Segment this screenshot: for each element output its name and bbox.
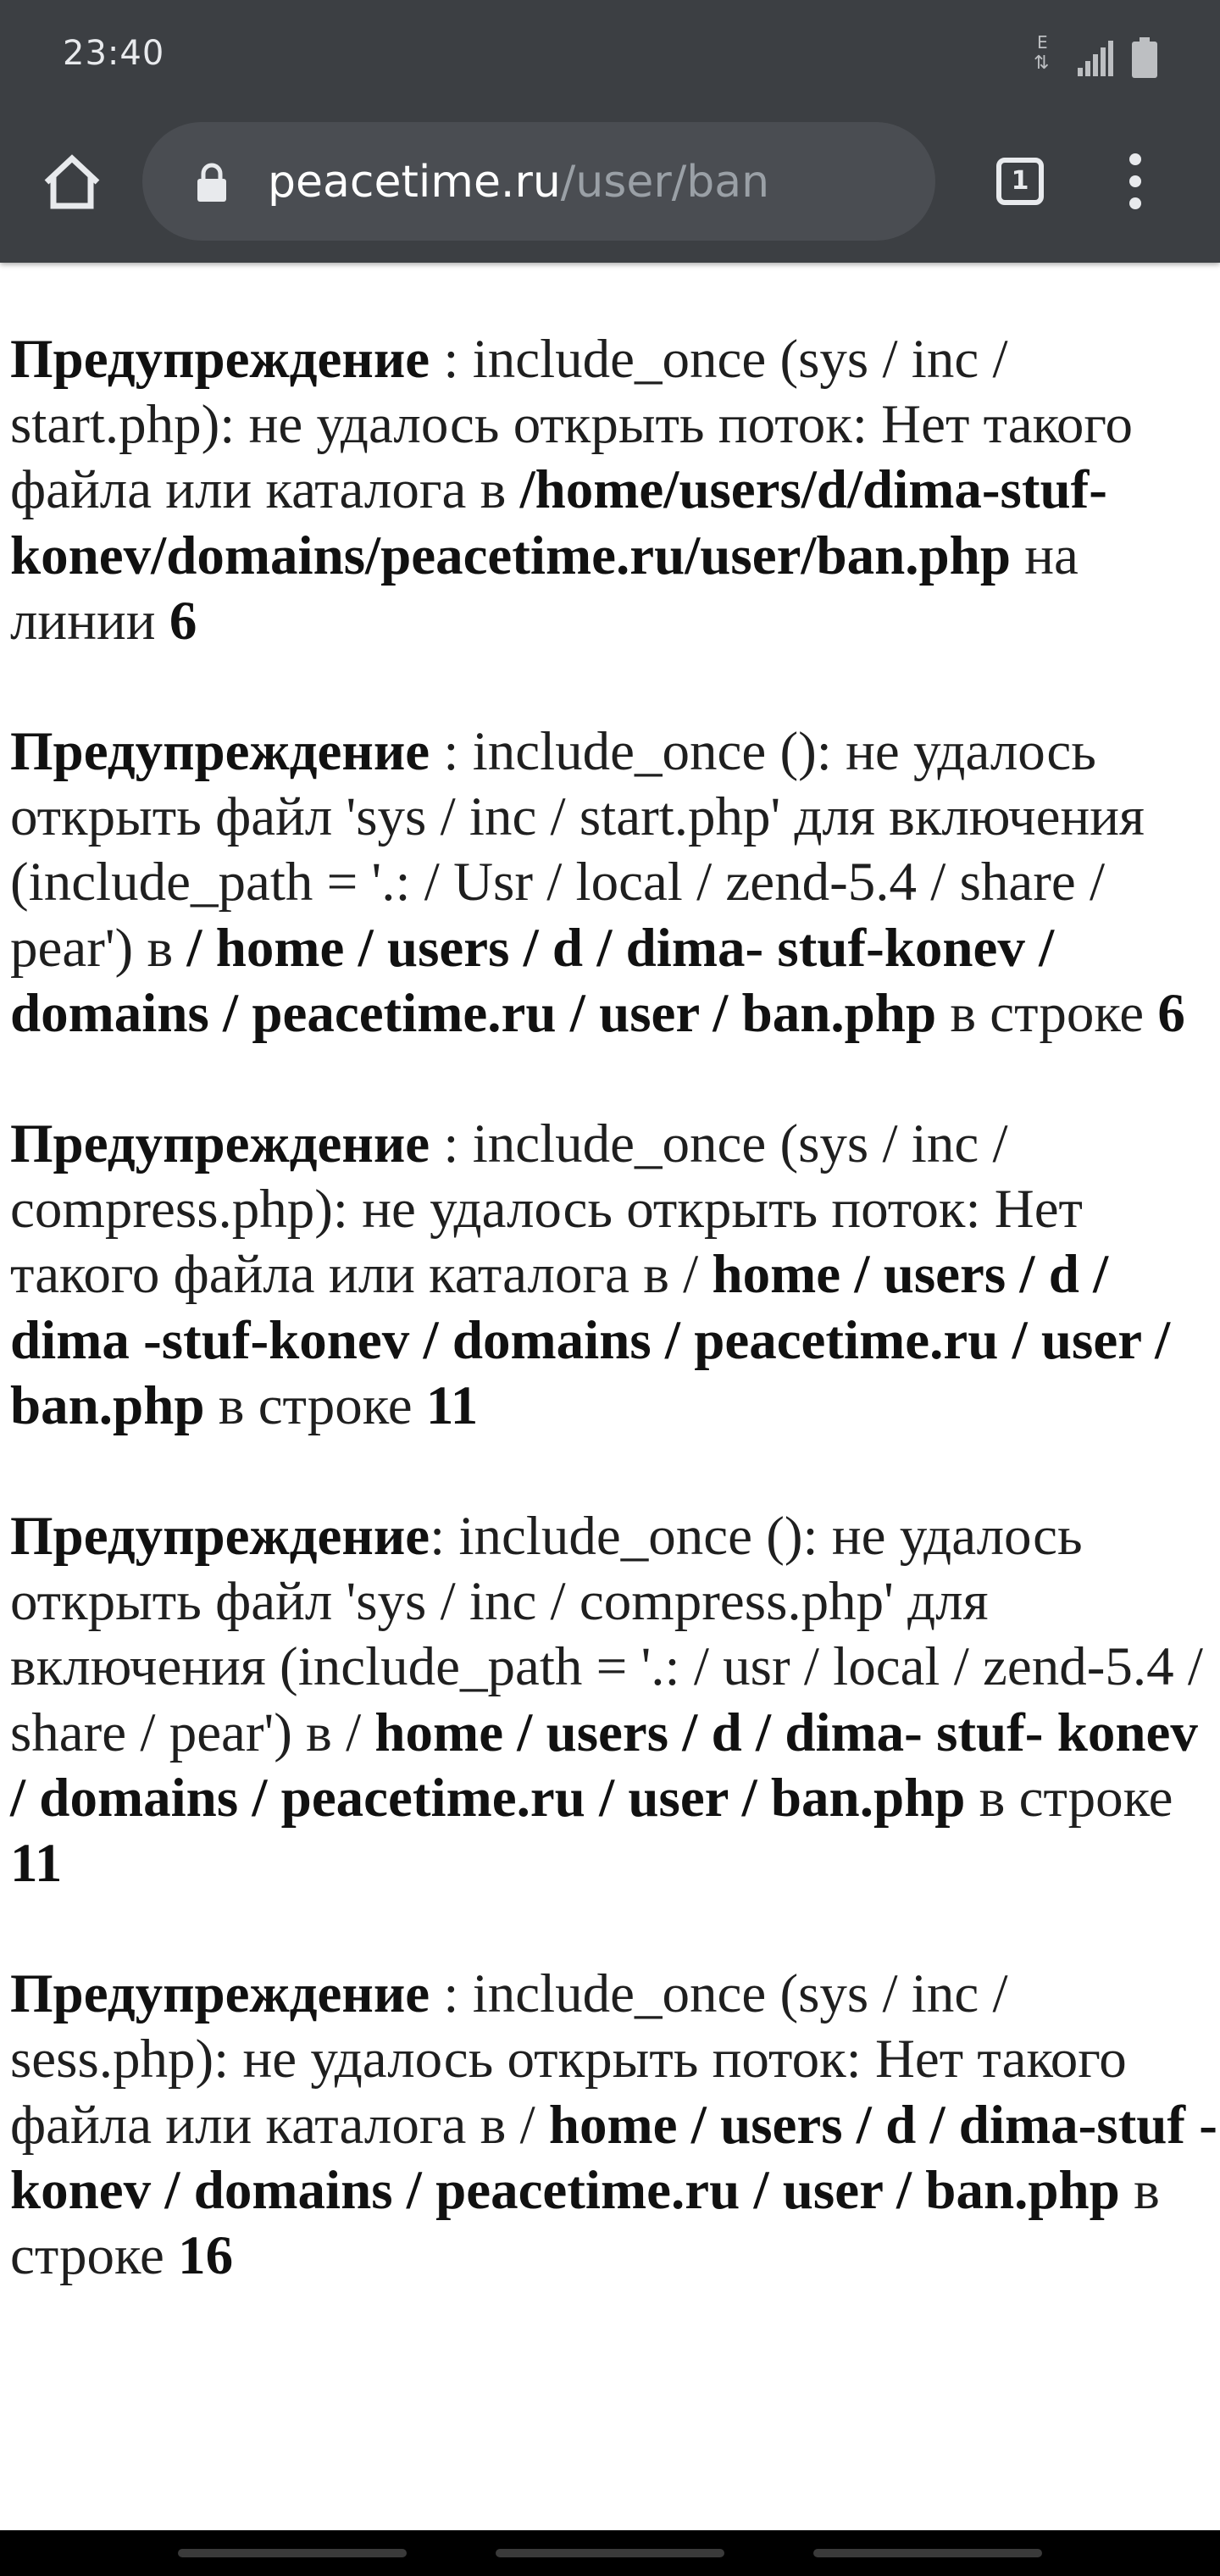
home-button[interactable] [34,144,110,220]
warning-label: Предупреждение [10,721,430,783]
lock-icon [195,163,229,202]
warning-message: include_once (): не удалось открыть файл 'sys / inc / compress.php' для включения (include_path = '.: / usr / local / zend-5.4 / share / pear') в / [10,1506,1203,1763]
warning-message: include_once (sys / inc / compress.php): не удалось открыть поток: Нет такого файла или каталога в / [10,1113,1083,1306]
signal-icon [1076,41,1113,78]
warning-label: Предупреждение [10,1963,430,2025]
browser-toolbar [0,119,1220,246]
nav-handle-left[interactable] [178,2549,407,2557]
nav-handle-right[interactable] [813,2549,1042,2557]
warning-separator: : [430,329,473,390]
url-text[interactable] [268,153,769,212]
tab-switcher-button[interactable] [986,147,1054,215]
warning-message: include_once (sys / inc / start.php): не удалось открыть поток: Нет такого файла или каталога в [10,329,1133,521]
status-icons [1032,32,1157,78]
mobile-data-icon [1032,32,1057,78]
warning-separator: : [430,1113,473,1175]
warning-line-number: 6 [169,590,197,652]
warning-message: include_once (sys / inc / sess.php): не удалось открыть поток: Нет такого файла или каталога в / [10,1963,1127,2156]
battery-icon [1132,37,1157,78]
warning-line-number: 11 [425,1374,479,1436]
network-type-label: E [1037,32,1048,53]
warning-separator: : [430,1963,473,2025]
warning-line-number: 16 [178,2225,234,2287]
warning-separator: : [430,1506,459,1568]
tab-count: 1 [996,158,1044,205]
data-arrows-icon: ⇅ [1034,53,1050,74]
warning-line-number: 11 [10,1833,63,1895]
status-bar [0,0,1220,119]
warning-file-path: home / users / d / dima- stuf- konev / domains / peacetime.ru / user / ban.php [10,1702,1198,1829]
status-time: 23:40 [63,34,165,73]
page-content [10,327,1220,2354]
home-icon [42,153,103,211]
php-warning [10,1504,1220,1896]
nav-handle-center[interactable] [496,2549,724,2557]
php-warning [10,327,1220,654]
warning-line-text: в строке [936,982,1158,1044]
address-bar[interactable] [142,122,935,241]
system-navigation-bar [0,2530,1220,2576]
php-warning [10,719,1220,1046]
warning-line-number: 6 [1157,982,1185,1044]
menu-dot-icon [1129,197,1141,209]
php-warning [10,1112,1220,1439]
menu-dot-icon [1129,175,1141,187]
warning-line-text: в строке [10,2159,1160,2287]
php-warning [10,1962,1220,2289]
warning-file-path: / home / users / d / dima- stuf-konev / domains / peacetime.ru / user / ban.php [10,917,1055,1044]
warning-label: Предупреждение [10,1113,430,1175]
warning-separator: : [430,721,473,783]
warning-label: Предупреждение [10,1506,430,1568]
url-path: /user/ban [560,157,770,208]
warning-line-text: в строке [965,1767,1173,1829]
warning-line-text: в строке [204,1374,426,1436]
warning-file-path: /home/users/d/dima-stuf-konev/domains/peacetime.ru/user/ban.php [10,459,1107,586]
warning-message: include_once (): не удалось открыть файл 'sys / inc / start.php' для включения (include_path = '.: / Usr / local / zend-5.4 / share / pear') в [10,721,1145,979]
warning-line-text: на линии [10,525,1079,652]
warning-file-path: home / users / d / dima-stuf -konev / domains / peacetime.ru / user / ban.php [10,2094,1217,2221]
warning-label: Предупреждение [10,329,430,390]
url-host: peacetime.ru [268,157,561,208]
menu-dot-icon [1129,153,1141,165]
warning-file-path: home / users / d / dima -stuf-konev / domains / peacetime.ru / user / ban.php [10,1244,1171,1436]
browser-chrome [0,0,1220,263]
more-menu-button[interactable] [1101,147,1169,215]
